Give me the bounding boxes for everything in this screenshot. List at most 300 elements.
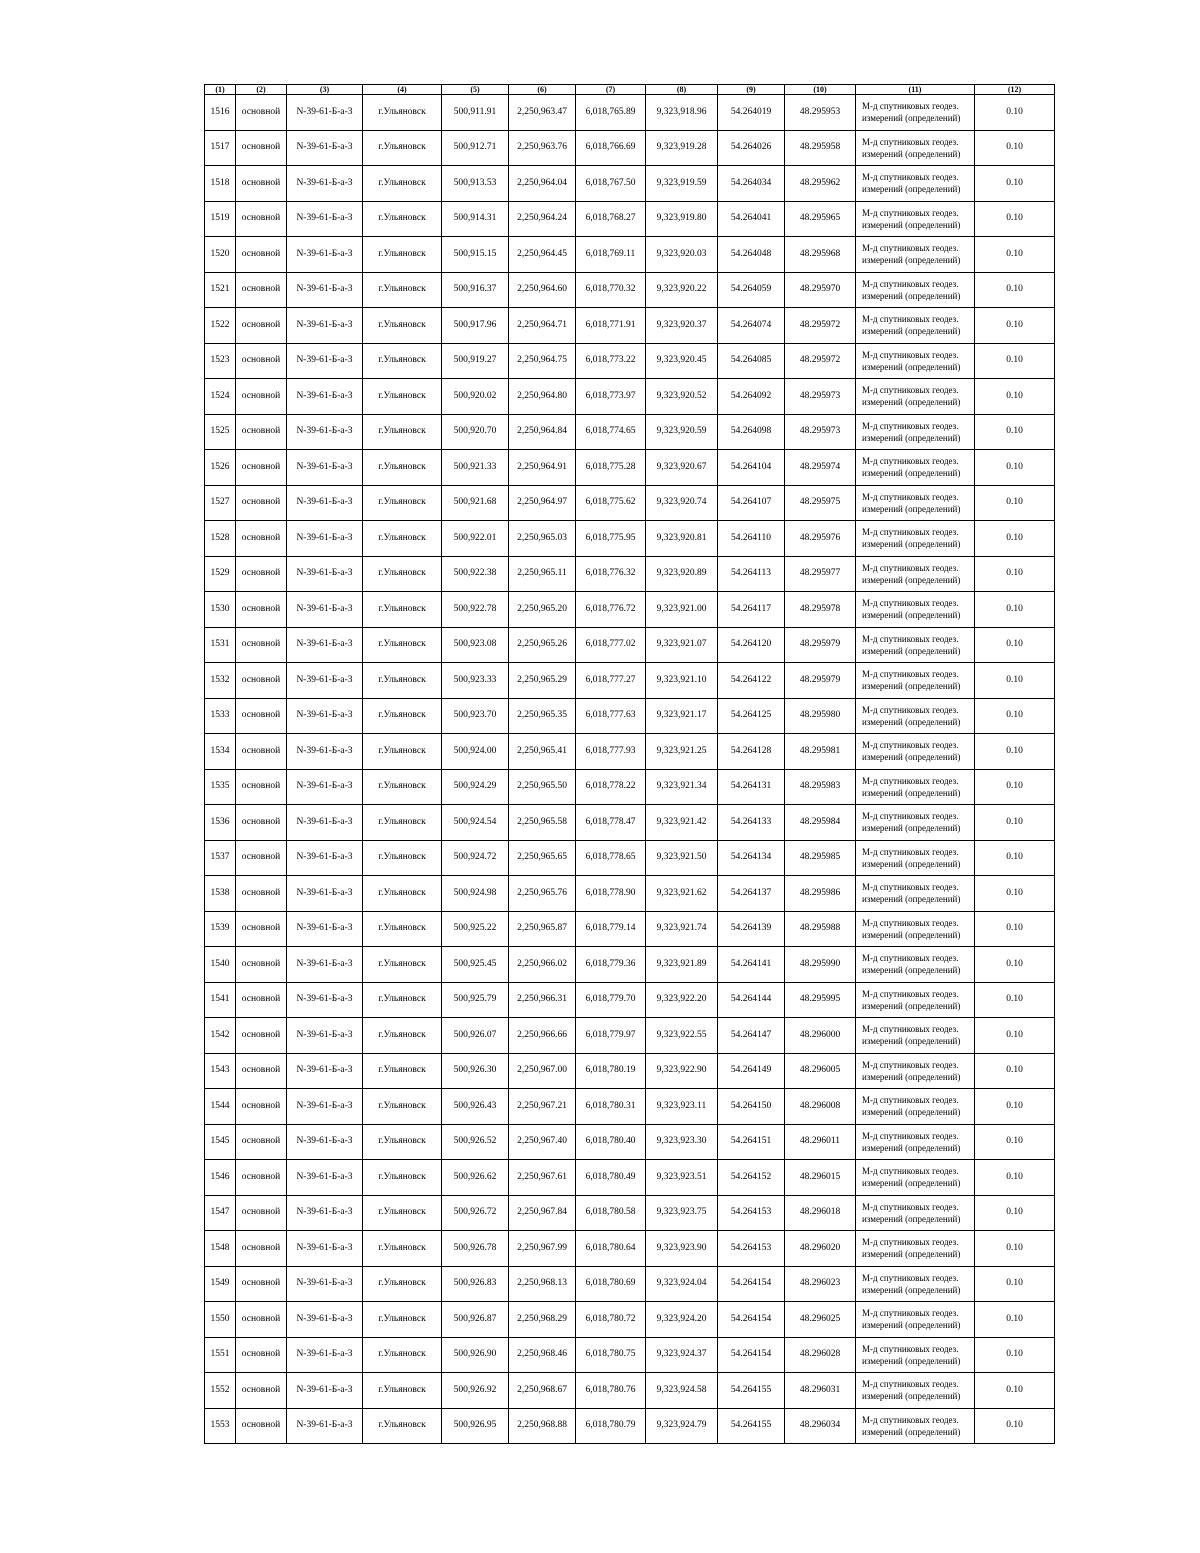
cell-locality: г.Ульяновск bbox=[363, 1408, 442, 1444]
cell-longitude: 48.296018 bbox=[785, 1195, 856, 1231]
cell-x-sk: 6,018,779.70 bbox=[576, 982, 646, 1018]
cell-x-msk: 500,926.83 bbox=[442, 1266, 509, 1302]
cell-point-number: 1543 bbox=[205, 1053, 236, 1089]
cell-x-msk: 500,925.22 bbox=[442, 911, 509, 947]
cell-y-sk: 9,323,923.51 bbox=[646, 1160, 718, 1196]
cell-locality: г.Ульяновск bbox=[363, 1195, 442, 1231]
cell-locality: г.Ульяновск bbox=[363, 166, 442, 202]
table-row bbox=[205, 734, 1055, 770]
cell-point-number: 1539 bbox=[205, 911, 236, 947]
cell-y-msk: 2,250,963.47 bbox=[509, 95, 576, 131]
table-row bbox=[205, 379, 1055, 415]
cell-x-sk: 6,018,769.11 bbox=[576, 237, 646, 273]
table-row bbox=[205, 95, 1055, 131]
cell-longitude: 48.296000 bbox=[785, 1018, 856, 1054]
cell-point-type: основной bbox=[236, 1018, 287, 1054]
cell-accuracy: 0.10 bbox=[975, 556, 1055, 592]
cell-method: М-д спутниковых геодез. измерений (определений) bbox=[856, 1053, 975, 1089]
cell-x-msk: 500,920.70 bbox=[442, 414, 509, 450]
cell-y-sk: 9,323,921.34 bbox=[646, 769, 718, 805]
cell-x-sk: 6,018,765.89 bbox=[576, 95, 646, 131]
cell-locality: г.Ульяновск bbox=[363, 1266, 442, 1302]
cell-method: М-д спутниковых геодез. измерений (определений) bbox=[856, 1266, 975, 1302]
cell-longitude: 48.295975 bbox=[785, 485, 856, 521]
cell-point-type: основной bbox=[236, 982, 287, 1018]
cell-x-sk: 6,018,780.75 bbox=[576, 1337, 646, 1373]
cell-longitude: 48.295953 bbox=[785, 95, 856, 131]
cell-x-sk: 6,018,780.58 bbox=[576, 1195, 646, 1231]
table-row bbox=[205, 272, 1055, 308]
table-row bbox=[205, 521, 1055, 557]
cell-y-sk: 9,323,920.45 bbox=[646, 343, 718, 379]
cell-longitude: 48.295973 bbox=[785, 414, 856, 450]
coordinates-table bbox=[204, 84, 1055, 1444]
cell-x-msk: 500,926.78 bbox=[442, 1231, 509, 1267]
cell-longitude: 48.296034 bbox=[785, 1408, 856, 1444]
cell-y-msk: 2,250,967.00 bbox=[509, 1053, 576, 1089]
cell-point-number: 1527 bbox=[205, 485, 236, 521]
cell-x-msk: 500,924.00 bbox=[442, 734, 509, 770]
cell-x-sk: 6,018,780.64 bbox=[576, 1231, 646, 1267]
cell-y-msk: 2,250,968.29 bbox=[509, 1302, 576, 1338]
table-row bbox=[205, 947, 1055, 983]
cell-accuracy: 0.10 bbox=[975, 95, 1055, 131]
cell-latitude: 54.264153 bbox=[718, 1231, 785, 1267]
cell-y-sk: 9,323,921.62 bbox=[646, 876, 718, 912]
cell-map-sheet: N-39-61-Б-а-3 bbox=[287, 1302, 363, 1338]
cell-method: М-д спутниковых геодез. измерений (определений) bbox=[856, 343, 975, 379]
cell-point-type: основной bbox=[236, 1160, 287, 1196]
cell-map-sheet: N-39-61-Б-а-3 bbox=[287, 1266, 363, 1302]
cell-latitude: 54.264134 bbox=[718, 840, 785, 876]
cell-latitude: 54.264154 bbox=[718, 1266, 785, 1302]
cell-method: М-д спутниковых геодез. измерений (определений) bbox=[856, 95, 975, 131]
cell-x-sk: 6,018,780.69 bbox=[576, 1266, 646, 1302]
cell-y-sk: 9,323,924.79 bbox=[646, 1408, 718, 1444]
cell-y-sk: 9,323,922.20 bbox=[646, 982, 718, 1018]
cell-longitude: 48.295979 bbox=[785, 627, 856, 663]
cell-locality: г.Ульяновск bbox=[363, 663, 442, 699]
table-row bbox=[205, 805, 1055, 841]
cell-x-sk: 6,018,780.31 bbox=[576, 1089, 646, 1125]
column-header-2: (2) bbox=[236, 85, 287, 95]
cell-point-type: основной bbox=[236, 1302, 287, 1338]
table-row bbox=[205, 1018, 1055, 1054]
cell-accuracy: 0.10 bbox=[975, 1231, 1055, 1267]
cell-longitude: 48.295970 bbox=[785, 272, 856, 308]
cell-latitude: 54.264137 bbox=[718, 876, 785, 912]
cell-method: М-д спутниковых геодез. измерений (определений) bbox=[856, 450, 975, 486]
cell-accuracy: 0.10 bbox=[975, 1408, 1055, 1444]
cell-y-sk: 9,323,921.10 bbox=[646, 663, 718, 699]
cell-accuracy: 0.10 bbox=[975, 627, 1055, 663]
cell-y-sk: 9,323,922.90 bbox=[646, 1053, 718, 1089]
cell-x-sk: 6,018,775.62 bbox=[576, 485, 646, 521]
cell-method: М-д спутниковых геодез. измерений (определений) bbox=[856, 1089, 975, 1125]
cell-x-msk: 500,915.15 bbox=[442, 237, 509, 273]
cell-method: М-д спутниковых геодез. измерений (определений) bbox=[856, 627, 975, 663]
cell-point-type: основной bbox=[236, 876, 287, 912]
cell-point-number: 1546 bbox=[205, 1160, 236, 1196]
cell-accuracy: 0.10 bbox=[975, 734, 1055, 770]
cell-y-msk: 2,250,964.84 bbox=[509, 414, 576, 450]
table-row bbox=[205, 627, 1055, 663]
cell-map-sheet: N-39-61-Б-а-3 bbox=[287, 379, 363, 415]
cell-locality: г.Ульяновск bbox=[363, 1337, 442, 1373]
cell-locality: г.Ульяновск bbox=[363, 982, 442, 1018]
cell-x-msk: 500,912.71 bbox=[442, 130, 509, 166]
cell-accuracy: 0.10 bbox=[975, 379, 1055, 415]
cell-point-number: 1540 bbox=[205, 947, 236, 983]
cell-point-type: основной bbox=[236, 1124, 287, 1160]
cell-y-msk: 2,250,967.61 bbox=[509, 1160, 576, 1196]
cell-map-sheet: N-39-61-Б-а-3 bbox=[287, 166, 363, 202]
cell-locality: г.Ульяновск bbox=[363, 485, 442, 521]
cell-x-sk: 6,018,768.27 bbox=[576, 201, 646, 237]
cell-method: М-д спутниковых геодез. измерений (определений) bbox=[856, 947, 975, 983]
cell-longitude: 48.295981 bbox=[785, 734, 856, 770]
cell-method: М-д спутниковых геодез. измерений (определений) bbox=[856, 1195, 975, 1231]
cell-x-sk: 6,018,780.19 bbox=[576, 1053, 646, 1089]
cell-y-msk: 2,250,965.76 bbox=[509, 876, 576, 912]
cell-y-msk: 2,250,965.41 bbox=[509, 734, 576, 770]
cell-x-sk: 6,018,780.72 bbox=[576, 1302, 646, 1338]
cell-longitude: 48.296028 bbox=[785, 1337, 856, 1373]
table-row bbox=[205, 876, 1055, 912]
table-body bbox=[205, 95, 1055, 1444]
cell-method: М-д спутниковых геодез. измерений (определений) bbox=[856, 911, 975, 947]
cell-method: М-д спутниковых геодез. измерений (определений) bbox=[856, 1124, 975, 1160]
cell-latitude: 54.264120 bbox=[718, 627, 785, 663]
cell-x-msk: 500,926.30 bbox=[442, 1053, 509, 1089]
cell-latitude: 54.264019 bbox=[718, 95, 785, 131]
cell-map-sheet: N-39-61-Б-а-3 bbox=[287, 911, 363, 947]
cell-latitude: 54.264147 bbox=[718, 1018, 785, 1054]
cell-locality: г.Ульяновск bbox=[363, 1302, 442, 1338]
cell-x-sk: 6,018,770.32 bbox=[576, 272, 646, 308]
cell-point-number: 1534 bbox=[205, 734, 236, 770]
cell-y-sk: 9,323,920.22 bbox=[646, 272, 718, 308]
cell-locality: г.Ульяновск bbox=[363, 272, 442, 308]
cell-method: М-д спутниковых геодез. измерений (определений) bbox=[856, 769, 975, 805]
cell-method: М-д спутниковых геодез. измерений (определений) bbox=[856, 592, 975, 628]
cell-y-msk: 2,250,964.91 bbox=[509, 450, 576, 486]
cell-x-sk: 6,018,777.02 bbox=[576, 627, 646, 663]
cell-point-number: 1524 bbox=[205, 379, 236, 415]
cell-y-msk: 2,250,964.04 bbox=[509, 166, 576, 202]
cell-locality: г.Ульяновск bbox=[363, 1124, 442, 1160]
cell-accuracy: 0.10 bbox=[975, 947, 1055, 983]
table-row bbox=[205, 698, 1055, 734]
column-header-3: (3) bbox=[287, 85, 363, 95]
cell-y-sk: 9,323,919.59 bbox=[646, 166, 718, 202]
cell-accuracy: 0.10 bbox=[975, 911, 1055, 947]
cell-y-msk: 2,250,964.75 bbox=[509, 343, 576, 379]
cell-point-number: 1550 bbox=[205, 1302, 236, 1338]
cell-locality: г.Ульяновск bbox=[363, 627, 442, 663]
cell-y-msk: 2,250,968.46 bbox=[509, 1337, 576, 1373]
cell-y-msk: 2,250,968.67 bbox=[509, 1373, 576, 1409]
cell-x-msk: 500,911.91 bbox=[442, 95, 509, 131]
cell-method: М-д спутниковых геодез. измерений (определений) bbox=[856, 556, 975, 592]
cell-accuracy: 0.10 bbox=[975, 130, 1055, 166]
cell-map-sheet: N-39-61-Б-а-3 bbox=[287, 1337, 363, 1373]
cell-point-number: 1526 bbox=[205, 450, 236, 486]
cell-point-number: 1548 bbox=[205, 1231, 236, 1267]
column-header-10: (10) bbox=[785, 85, 856, 95]
column-header-9: (9) bbox=[718, 85, 785, 95]
cell-x-sk: 6,018,779.14 bbox=[576, 911, 646, 947]
cell-x-msk: 500,923.70 bbox=[442, 698, 509, 734]
cell-y-msk: 2,250,966.66 bbox=[509, 1018, 576, 1054]
cell-y-msk: 2,250,965.65 bbox=[509, 840, 576, 876]
cell-y-sk: 9,323,921.17 bbox=[646, 698, 718, 734]
cell-y-msk: 2,250,965.35 bbox=[509, 698, 576, 734]
cell-y-msk: 2,250,968.88 bbox=[509, 1408, 576, 1444]
cell-point-number: 1545 bbox=[205, 1124, 236, 1160]
cell-latitude: 54.264149 bbox=[718, 1053, 785, 1089]
table-row bbox=[205, 982, 1055, 1018]
cell-accuracy: 0.10 bbox=[975, 450, 1055, 486]
cell-point-number: 1549 bbox=[205, 1266, 236, 1302]
cell-locality: г.Ульяновск bbox=[363, 1231, 442, 1267]
cell-longitude: 48.295985 bbox=[785, 840, 856, 876]
cell-y-sk: 9,323,920.89 bbox=[646, 556, 718, 592]
table-row bbox=[205, 1337, 1055, 1373]
cell-latitude: 54.264092 bbox=[718, 379, 785, 415]
cell-y-msk: 2,250,967.21 bbox=[509, 1089, 576, 1125]
cell-point-number: 1529 bbox=[205, 556, 236, 592]
cell-y-msk: 2,250,965.26 bbox=[509, 627, 576, 663]
cell-y-sk: 9,323,920.81 bbox=[646, 521, 718, 557]
cell-point-type: основной bbox=[236, 556, 287, 592]
cell-point-number: 1521 bbox=[205, 272, 236, 308]
cell-map-sheet: N-39-61-Б-а-3 bbox=[287, 947, 363, 983]
cell-point-number: 1551 bbox=[205, 1337, 236, 1373]
cell-latitude: 54.264133 bbox=[718, 805, 785, 841]
cell-x-msk: 500,925.45 bbox=[442, 947, 509, 983]
cell-x-sk: 6,018,779.36 bbox=[576, 947, 646, 983]
cell-latitude: 54.264122 bbox=[718, 663, 785, 699]
cell-method: М-д спутниковых геодез. измерений (определений) bbox=[856, 734, 975, 770]
cell-x-sk: 6,018,777.93 bbox=[576, 734, 646, 770]
cell-point-type: основной bbox=[236, 414, 287, 450]
cell-longitude: 48.295988 bbox=[785, 911, 856, 947]
cell-locality: г.Ульяновск bbox=[363, 343, 442, 379]
cell-point-number: 1542 bbox=[205, 1018, 236, 1054]
table-row bbox=[205, 343, 1055, 379]
cell-point-type: основной bbox=[236, 485, 287, 521]
cell-point-number: 1530 bbox=[205, 592, 236, 628]
cell-y-sk: 9,323,921.89 bbox=[646, 947, 718, 983]
cell-y-sk: 9,323,920.03 bbox=[646, 237, 718, 273]
cell-point-number: 1528 bbox=[205, 521, 236, 557]
cell-y-msk: 2,250,965.03 bbox=[509, 521, 576, 557]
cell-latitude: 54.264141 bbox=[718, 947, 785, 983]
cell-x-sk: 6,018,773.22 bbox=[576, 343, 646, 379]
cell-point-type: основной bbox=[236, 1053, 287, 1089]
cell-x-sk: 6,018,778.47 bbox=[576, 805, 646, 841]
cell-x-msk: 500,924.54 bbox=[442, 805, 509, 841]
cell-x-msk: 500,924.72 bbox=[442, 840, 509, 876]
cell-x-sk: 6,018,776.32 bbox=[576, 556, 646, 592]
cell-method: М-д спутниковых геодез. измерений (определений) bbox=[856, 840, 975, 876]
cell-map-sheet: N-39-61-Б-а-3 bbox=[287, 485, 363, 521]
cell-longitude: 48.296008 bbox=[785, 1089, 856, 1125]
cell-longitude: 48.295980 bbox=[785, 698, 856, 734]
cell-x-msk: 500,923.08 bbox=[442, 627, 509, 663]
cell-longitude: 48.295974 bbox=[785, 450, 856, 486]
cell-x-msk: 500,921.68 bbox=[442, 485, 509, 521]
cell-point-type: основной bbox=[236, 947, 287, 983]
cell-method: М-д спутниковых геодез. измерений (определений) bbox=[856, 1408, 975, 1444]
cell-latitude: 54.264074 bbox=[718, 308, 785, 344]
cell-accuracy: 0.10 bbox=[975, 769, 1055, 805]
cell-point-type: основной bbox=[236, 627, 287, 663]
cell-y-sk: 9,323,920.67 bbox=[646, 450, 718, 486]
cell-map-sheet: N-39-61-Б-а-3 bbox=[287, 627, 363, 663]
cell-y-msk: 2,250,964.71 bbox=[509, 308, 576, 344]
cell-map-sheet: N-39-61-Б-а-3 bbox=[287, 1160, 363, 1196]
table-row bbox=[205, 1160, 1055, 1196]
cell-method: М-д спутниковых геодез. измерений (определений) bbox=[856, 663, 975, 699]
cell-y-msk: 2,250,968.13 bbox=[509, 1266, 576, 1302]
cell-y-msk: 2,250,964.60 bbox=[509, 272, 576, 308]
cell-point-number: 1531 bbox=[205, 627, 236, 663]
table-row bbox=[205, 1231, 1055, 1267]
cell-method: М-д спутниковых геодез. измерений (определений) bbox=[856, 698, 975, 734]
cell-point-number: 1553 bbox=[205, 1408, 236, 1444]
cell-accuracy: 0.10 bbox=[975, 840, 1055, 876]
cell-y-sk: 9,323,921.74 bbox=[646, 911, 718, 947]
cell-map-sheet: N-39-61-Б-а-3 bbox=[287, 556, 363, 592]
cell-y-msk: 2,250,964.45 bbox=[509, 237, 576, 273]
cell-x-sk: 6,018,777.27 bbox=[576, 663, 646, 699]
cell-locality: г.Ульяновск bbox=[363, 1089, 442, 1125]
cell-x-sk: 6,018,775.95 bbox=[576, 521, 646, 557]
cell-map-sheet: N-39-61-Б-а-3 bbox=[287, 1408, 363, 1444]
cell-point-type: основной bbox=[236, 201, 287, 237]
cell-x-sk: 6,018,778.90 bbox=[576, 876, 646, 912]
cell-accuracy: 0.10 bbox=[975, 308, 1055, 344]
cell-point-type: основной bbox=[236, 840, 287, 876]
cell-method: М-д спутниковых геодез. измерений (определений) bbox=[856, 1231, 975, 1267]
cell-x-msk: 500,919.27 bbox=[442, 343, 509, 379]
cell-x-msk: 500,926.87 bbox=[442, 1302, 509, 1338]
cell-x-msk: 500,922.78 bbox=[442, 592, 509, 628]
cell-point-type: основной bbox=[236, 1337, 287, 1373]
cell-point-type: основной bbox=[236, 769, 287, 805]
cell-method: М-д спутниковых геодез. измерений (определений) bbox=[856, 166, 975, 202]
cell-longitude: 48.295976 bbox=[785, 521, 856, 557]
cell-longitude: 48.296015 bbox=[785, 1160, 856, 1196]
cell-latitude: 54.264048 bbox=[718, 237, 785, 273]
cell-map-sheet: N-39-61-Б-а-3 bbox=[287, 698, 363, 734]
cell-point-number: 1516 bbox=[205, 95, 236, 131]
table-row bbox=[205, 1124, 1055, 1160]
cell-accuracy: 0.10 bbox=[975, 1160, 1055, 1196]
cell-accuracy: 0.10 bbox=[975, 1266, 1055, 1302]
cell-y-sk: 9,323,919.28 bbox=[646, 130, 718, 166]
table-row bbox=[205, 556, 1055, 592]
cell-map-sheet: N-39-61-Б-а-3 bbox=[287, 769, 363, 805]
cell-accuracy: 0.10 bbox=[975, 982, 1055, 1018]
cell-method: М-д спутниковых геодез. измерений (определений) bbox=[856, 414, 975, 450]
cell-map-sheet: N-39-61-Б-а-3 bbox=[287, 130, 363, 166]
cell-locality: г.Ульяновск bbox=[363, 734, 442, 770]
table-row bbox=[205, 1408, 1055, 1444]
cell-longitude: 48.295968 bbox=[785, 237, 856, 273]
cell-map-sheet: N-39-61-Б-а-3 bbox=[287, 521, 363, 557]
cell-map-sheet: N-39-61-Б-а-3 bbox=[287, 272, 363, 308]
cell-accuracy: 0.10 bbox=[975, 1373, 1055, 1409]
cell-x-msk: 500,922.01 bbox=[442, 521, 509, 557]
cell-method: М-д спутниковых геодез. измерений (определений) bbox=[856, 237, 975, 273]
cell-longitude: 48.295986 bbox=[785, 876, 856, 912]
cell-accuracy: 0.10 bbox=[975, 201, 1055, 237]
cell-y-sk: 9,323,923.75 bbox=[646, 1195, 718, 1231]
cell-latitude: 54.264151 bbox=[718, 1124, 785, 1160]
cell-y-msk: 2,250,965.11 bbox=[509, 556, 576, 592]
cell-map-sheet: N-39-61-Б-а-3 bbox=[287, 805, 363, 841]
cell-point-number: 1517 bbox=[205, 130, 236, 166]
cell-point-number: 1520 bbox=[205, 237, 236, 273]
cell-y-msk: 2,250,965.20 bbox=[509, 592, 576, 628]
cell-map-sheet: N-39-61-Б-а-3 bbox=[287, 1053, 363, 1089]
cell-point-number: 1519 bbox=[205, 201, 236, 237]
column-header-6: (6) bbox=[509, 85, 576, 95]
cell-method: М-д спутниковых геодез. измерений (определений) bbox=[856, 1302, 975, 1338]
cell-latitude: 54.264154 bbox=[718, 1337, 785, 1373]
cell-map-sheet: N-39-61-Б-а-3 bbox=[287, 237, 363, 273]
table-row bbox=[205, 1195, 1055, 1231]
cell-y-msk: 2,250,965.29 bbox=[509, 663, 576, 699]
cell-point-number: 1538 bbox=[205, 876, 236, 912]
cell-map-sheet: N-39-61-Б-а-3 bbox=[287, 1018, 363, 1054]
cell-y-msk: 2,250,964.24 bbox=[509, 201, 576, 237]
cell-point-number: 1523 bbox=[205, 343, 236, 379]
cell-longitude: 48.295983 bbox=[785, 769, 856, 805]
table-row bbox=[205, 663, 1055, 699]
cell-y-sk: 9,323,921.25 bbox=[646, 734, 718, 770]
cell-map-sheet: N-39-61-Б-а-3 bbox=[287, 1124, 363, 1160]
cell-longitude: 48.295958 bbox=[785, 130, 856, 166]
cell-y-msk: 2,250,964.80 bbox=[509, 379, 576, 415]
cell-longitude: 48.295984 bbox=[785, 805, 856, 841]
cell-y-msk: 2,250,963.76 bbox=[509, 130, 576, 166]
cell-map-sheet: N-39-61-Б-а-3 bbox=[287, 876, 363, 912]
cell-longitude: 48.296020 bbox=[785, 1231, 856, 1267]
cell-point-type: основной bbox=[236, 734, 287, 770]
cell-point-type: основной bbox=[236, 1195, 287, 1231]
cell-point-type: основной bbox=[236, 592, 287, 628]
cell-x-msk: 500,926.43 bbox=[442, 1089, 509, 1125]
cell-x-msk: 500,925.79 bbox=[442, 982, 509, 1018]
cell-locality: г.Ульяновск bbox=[363, 947, 442, 983]
cell-method: М-д спутниковых геодез. измерений (определений) bbox=[856, 1160, 975, 1196]
cell-point-number: 1536 bbox=[205, 805, 236, 841]
cell-method: М-д спутниковых геодез. измерений (определений) bbox=[856, 805, 975, 841]
table-row bbox=[205, 201, 1055, 237]
cell-x-msk: 500,914.31 bbox=[442, 201, 509, 237]
table-row bbox=[205, 1266, 1055, 1302]
cell-latitude: 54.264034 bbox=[718, 166, 785, 202]
cell-longitude: 48.296005 bbox=[785, 1053, 856, 1089]
cell-y-sk: 9,323,923.11 bbox=[646, 1089, 718, 1125]
table-row bbox=[205, 485, 1055, 521]
cell-locality: г.Ульяновск bbox=[363, 876, 442, 912]
cell-longitude: 48.295995 bbox=[785, 982, 856, 1018]
